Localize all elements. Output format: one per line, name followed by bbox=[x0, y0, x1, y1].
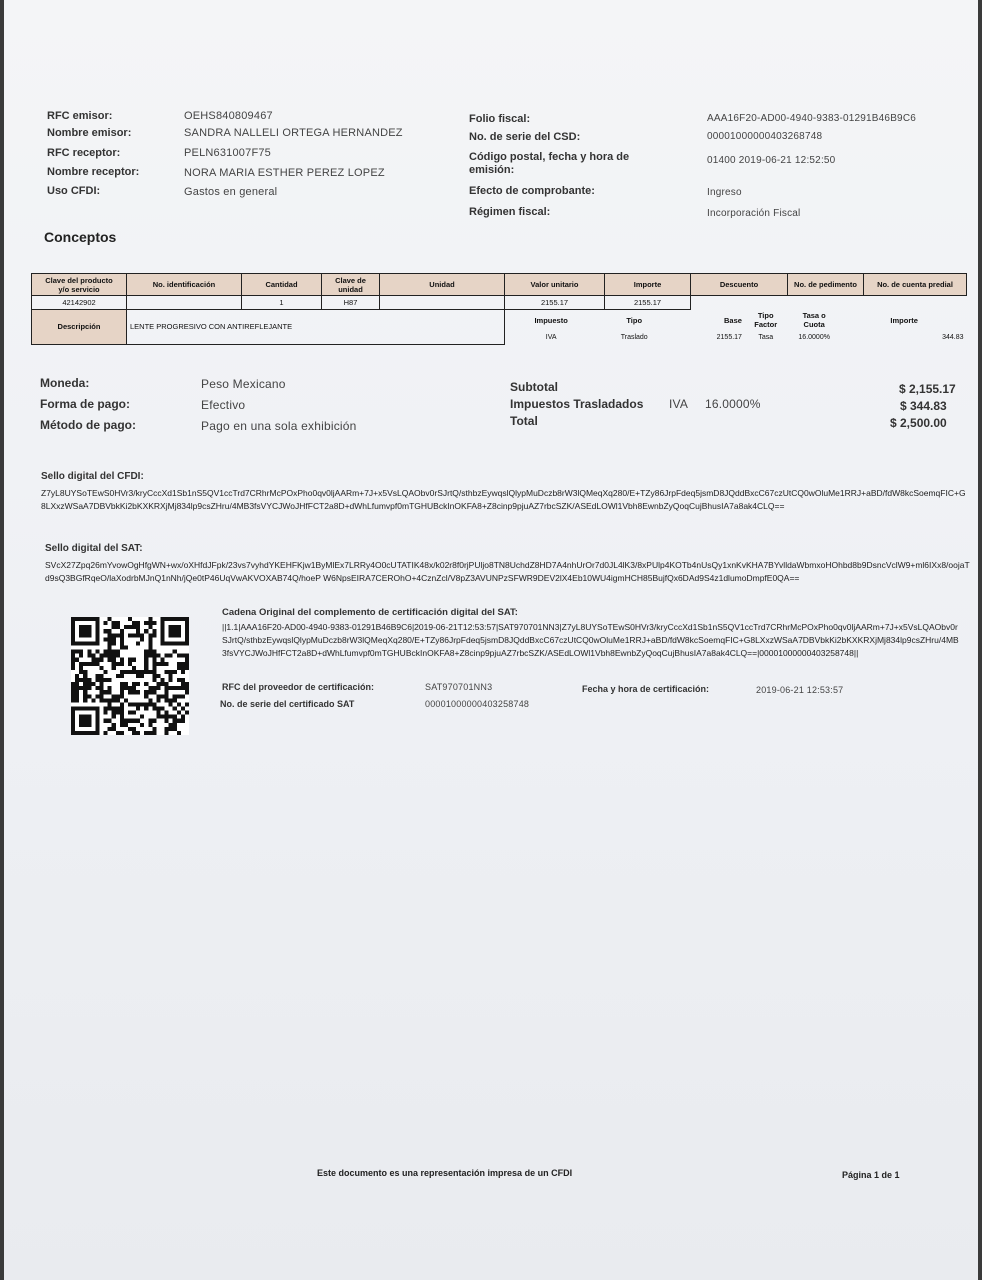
importe-header: Importe bbox=[605, 274, 691, 296]
serie-sat-label: No. de serie del certificado SAT bbox=[220, 699, 355, 709]
folio-value: AAA16F20-AD00-4940-9383-01291B46B9C6 bbox=[707, 113, 917, 124]
tasa-cell: 16.0000% bbox=[798, 333, 830, 341]
impuestos-tasa: 16.0000% bbox=[705, 397, 761, 411]
moneda-label: Moneda: bbox=[40, 376, 90, 390]
sello-cfdi-label: Sello digital del CFDI: bbox=[41, 471, 144, 482]
cuenta-predial-header: No. de cuenta predial bbox=[864, 274, 967, 296]
metodo-pago-label: Método de pago: bbox=[40, 418, 136, 432]
impuestos-subtable bbox=[505, 310, 967, 344]
fecha-cert-label: Fecha y hora de certificación: bbox=[582, 684, 710, 694]
tipo-header: Tipo bbox=[626, 315, 643, 325]
serie-csd-label: No. de serie del CSD: bbox=[469, 131, 581, 143]
rfc-emisor-label: RFC emisor: bbox=[47, 110, 113, 122]
regimen-label: Régimen fiscal: bbox=[469, 206, 551, 218]
imp-importe-cell: 344.83 bbox=[942, 333, 964, 341]
qr-code-icon bbox=[71, 617, 189, 735]
page-number: Página 1 de 1 bbox=[842, 1170, 900, 1180]
importe-cell: 2155.17 bbox=[605, 296, 691, 310]
sello-sat-value: SVcX27Zpq26mYvowOgHfgWN+wx/oXHfdJFpk/23vs7vyhdYKEHFKjw1ByMlEx7LRRy4O0cUTATIK48x/k02r8f0rjPUljo8TN8UchdZ8HD7A4nhUrOr7d0JL4lK3/8xPUlp4KOTb4nUsQy1xnKvKHA7BYvlldaWbmxoHOhbd8b9DsncVclW9+ml6IXx8/oojaTd9sQ3BGfRqeO/laXodrbMJnQ1nNh/jQe0tP46UqVwAKVOXAB74Q/hoeP W6NpsEIRA7CEROhO+4CznZcl/V8pZ3AVUNPzSFWR9DEV2lX4Eb10WU4igmHCH85BujfQx6DAd9S4z1dlumoDmpfE0QA== bbox=[45, 560, 970, 583]
impuestos-trasladados-label: Impuestos Trasladados bbox=[510, 397, 644, 411]
impuesto-cell: IVA bbox=[545, 333, 557, 341]
concepto-row bbox=[32, 296, 967, 310]
rfc-emisor-value: OEHS840809467 bbox=[184, 110, 273, 122]
tasa-header-2: Cuota bbox=[803, 320, 825, 329]
cadena-value: ||1.1|AAA16F20-AD00-4940-9383-01291B46B9C6|2019-06-21T12:53:57|SAT970701NN3|Z7yL8UYSoTEwS0HVr3/kryCccXd1Sb1nS5QV1ccTrd7CRhrMcPOxPho0qv0ljAARm+7J+x5VsLQAObv0rSJrtQ/sthbzEywqslQlypMuDczb8rW3lQMeqXq280/E+TZy86JrpFdeq5jsmD8JQddBxcC67czUtCQ0wOluMe1RRJ+aBD/fdW8kcSoemqFIC+G8LXxzWSaA7DBVbkKi2bKXKRXjMj834lp9csZHru/4MB3fsVYCJWoJHfFCT2a8D+dWhLfumvpf0mTGHUBckInOKFA8+Z8cinp9pjuAZ7rbcSZK/ASEdLOWl1Vbh8EwnbZyQoqCujBhusIA7a8ak4CLQ==|00001000000403258748|| bbox=[222, 622, 959, 658]
total-value: $ 2,500.00 bbox=[890, 416, 947, 430]
cp-value: 01400 2019-06-21 12:52:50 bbox=[707, 155, 836, 166]
nombre-receptor-label: Nombre receptor: bbox=[47, 166, 140, 178]
rfc-proveedor-value: SAT970701NN3 bbox=[425, 682, 493, 692]
metodo-pago-value: Pago en una sola exhibición bbox=[201, 419, 357, 433]
forma-pago-label: Forma de pago: bbox=[40, 397, 131, 411]
total-label: Total bbox=[510, 414, 538, 428]
descripcion-cell: LENTE PROGRESIVO CON ANTIREFLEJANTE bbox=[127, 310, 505, 345]
base-cell: 2155.17 bbox=[716, 333, 742, 341]
cantidad-cell: 1 bbox=[242, 296, 322, 310]
no-ident-header: No. identificación bbox=[127, 274, 242, 296]
efecto-label: Efecto de comprobante: bbox=[469, 185, 595, 197]
no-ident-cell bbox=[127, 296, 242, 310]
uso-cfdi-value: Gastos en general bbox=[184, 186, 278, 198]
fecha-cert-value: 2019-06-21 12:53:57 bbox=[756, 685, 844, 695]
conceptos-table bbox=[31, 273, 967, 345]
clave-unidad-header-2: unidad bbox=[338, 284, 363, 294]
uso-cfdi-label: Uso CFDI: bbox=[47, 185, 101, 197]
descripcion-row bbox=[32, 310, 967, 345]
impuesto-header: Impuesto bbox=[534, 315, 568, 325]
sello-cfdi-value: Z7yL8UYSoTEwS0HVr3/kryCccXd1Sb1nS5QV1ccTrd7CRhrMcPOxPho0qv0ljAARm+7J+x5VsLQAObv0rSJrtQ/sthbzEywqslQlypMuDczb8rW3lQMeqXq280/E+TZy86JrpFdeq5jsmD8JQddBxcC67czUtCQ0wOluMe1RRJ+aBD/fdW8kcSoemqFIC+G8LXxzWSaA7DBVbkKi2bKXKRXjMj834lp9csZHru/4MB3fsVYCJWoJHfFCT2a8D+dWhLfumvpf0mTGHUBckInOKFA8+Z8cinp9pjuAZ7rbcSZK/ASEdLOWl1Vbh8EwnbZyQoqCujBhusIA7a8ak4CLQ== bbox=[41, 488, 966, 511]
descripcion-header: Descripción bbox=[32, 310, 127, 345]
descuento-header: Descuento bbox=[691, 274, 788, 296]
cp-label: Código postal, fecha y hora de bbox=[469, 151, 630, 163]
tipo-cell: Traslado bbox=[620, 333, 648, 341]
regimen-value: Incorporación Fiscal bbox=[707, 208, 801, 219]
clave-prod-cell: 42142902 bbox=[32, 296, 127, 310]
conceptos-title: Conceptos bbox=[44, 229, 117, 245]
cp-label-2: emisión: bbox=[469, 164, 515, 176]
nombre-emisor-value: SANDRA NALLELI ORTEGA HERNANDEZ bbox=[184, 127, 403, 139]
clave-unidad-header: Clave de bbox=[335, 275, 366, 285]
moneda-value: Peso Mexicano bbox=[201, 377, 286, 391]
base-header: Base bbox=[724, 315, 742, 325]
nombre-emisor-label: Nombre emisor: bbox=[47, 127, 132, 139]
nombre-receptor-value: NORA MARIA ESTHER PEREZ LOPEZ bbox=[184, 167, 385, 179]
imp-importe-header: Importe bbox=[890, 315, 918, 325]
cadena-label: Cadena Original del complemento de certificación digital del SAT: bbox=[222, 607, 518, 618]
clave-unidad-cell: H87 bbox=[322, 296, 380, 310]
subtotal-label: Subtotal bbox=[510, 380, 558, 394]
rfc-receptor-label: RFC receptor: bbox=[47, 147, 121, 159]
forma-pago-value: Efectivo bbox=[201, 398, 246, 412]
conceptos-header-row bbox=[32, 274, 967, 296]
clave-prod-header-2: y/o servicio bbox=[58, 284, 100, 294]
footer-note: Este documento es una representación impresa de un CFDI bbox=[317, 1168, 573, 1178]
unidad-cell bbox=[380, 296, 505, 310]
efecto-value: Ingreso bbox=[707, 187, 742, 198]
impuestos-value: $ 344.83 bbox=[900, 399, 947, 413]
serie-sat-value: 00001000000403258748 bbox=[425, 699, 530, 709]
valor-unitario-cell: 2155.17 bbox=[505, 296, 605, 310]
folio-label: Folio fiscal: bbox=[469, 113, 531, 125]
tipo-factor-header-2: Factor bbox=[754, 320, 778, 329]
rfc-proveedor-label: RFC del proveedor de certificación: bbox=[222, 682, 375, 692]
subtotal-value: $ 2,155.17 bbox=[899, 382, 956, 396]
impuestos-tipo: IVA bbox=[669, 397, 689, 411]
sello-sat-label: Sello digital del SAT: bbox=[45, 543, 143, 554]
valor-unitario-header: Valor unitario bbox=[505, 274, 605, 296]
invoice-page bbox=[4, 0, 978, 1280]
serie-csd-value: 00001000000403268748 bbox=[707, 131, 823, 142]
pedimento-header: No. de pedimento bbox=[788, 274, 864, 296]
tasa-header: Tasa o bbox=[802, 311, 826, 320]
tipo-factor-header: Tipo bbox=[757, 311, 774, 320]
rfc-receptor-value: PELN631007F75 bbox=[184, 147, 271, 159]
unidad-header: Unidad bbox=[380, 274, 505, 296]
tipo-factor-cell: Tasa bbox=[758, 333, 774, 341]
clave-prod-header: Clave del producto bbox=[45, 275, 113, 285]
cantidad-header: Cantidad bbox=[242, 274, 322, 296]
